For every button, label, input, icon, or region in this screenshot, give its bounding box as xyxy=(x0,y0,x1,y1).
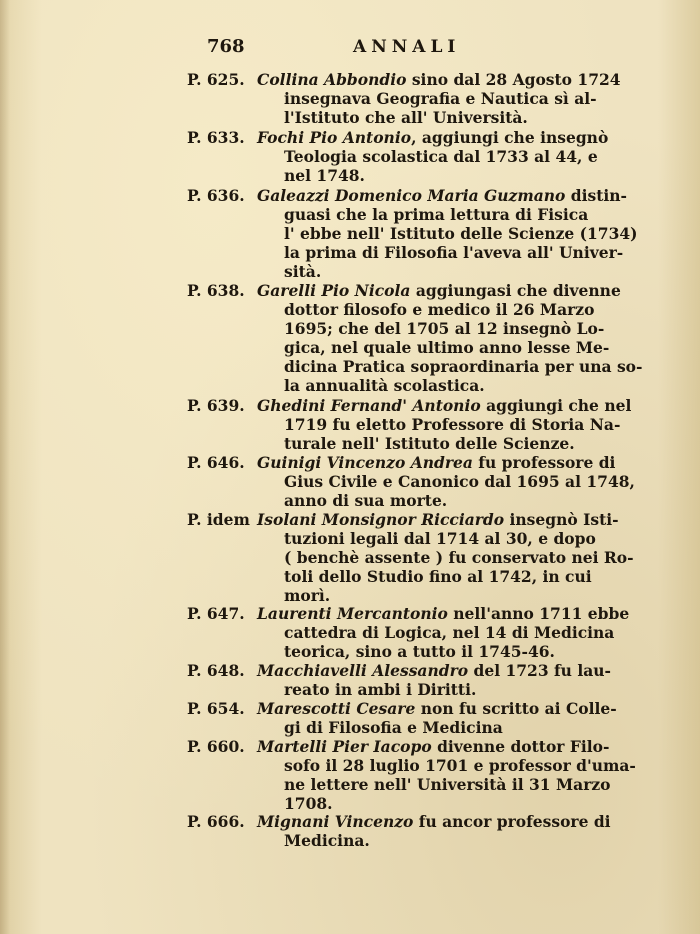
entry-line: l'Istituto che all' Università. xyxy=(284,108,528,127)
entry-line: turale nell' Istituto delle Scienze. xyxy=(284,434,575,453)
entry-ref: P. 646. xyxy=(187,453,245,472)
entry-text xyxy=(257,396,632,453)
entry-line: cattedra di Logica, nel 14 di Medicina xyxy=(284,623,615,642)
page-number: 768 xyxy=(207,36,245,57)
entry-name: Marescotti Cesare xyxy=(257,699,416,718)
entry-line: guasi che la prima lettura di Fisica xyxy=(284,205,589,224)
entry-line: insegnava Geografia e Nautica sì al- xyxy=(284,89,597,108)
entry-name: Fochi Pio Antonio xyxy=(257,128,412,147)
entry-line: toli dello Studio fino al 1742, in cui xyxy=(284,567,592,586)
entry-line: la annualità scolastica. xyxy=(284,376,485,395)
entry-first-line xyxy=(257,453,615,472)
entry-first-text: aggiungasi che divenne xyxy=(410,281,621,300)
entry-first-text: insegnò Isti- xyxy=(504,510,619,529)
entry-line: anno di sua morte. xyxy=(284,491,448,510)
entry-line: l' ebbe nell' Istituto delle Scienze (1734) xyxy=(284,224,638,243)
entry-line: teorica, sino a tutto il 1745-46. xyxy=(284,642,555,661)
entry-first-line xyxy=(257,186,627,205)
entry-name: Macchiavelli Alessandro xyxy=(257,661,469,680)
entry-text xyxy=(257,737,636,813)
entry-first-line xyxy=(257,661,611,680)
entry-first-line xyxy=(257,70,621,89)
entry-first-text: distin- xyxy=(565,186,627,205)
entry-first-line xyxy=(257,699,617,718)
entry-name: Martelli Pier Iacopo xyxy=(257,737,432,756)
entry-first-text: del 1723 fu lau- xyxy=(468,661,611,680)
entry-first-text: nell'anno 1711 ebbe xyxy=(447,604,630,623)
entry-ref: P. 638. xyxy=(187,281,245,300)
entry-text xyxy=(257,661,620,699)
entry-text xyxy=(257,812,620,850)
entry-line: sofo il 28 luglio 1701 e professor d'uma- xyxy=(284,756,636,775)
entry-line: ne lettere nell' Università il 31 Marzo xyxy=(284,775,611,794)
entry-line: gica, nel quale ultimo anno lesse Me- xyxy=(284,338,610,357)
entry-line: Teologia scolastica dal 1733 al 44, e xyxy=(284,147,598,166)
entry-first-text: , aggiungi che insegnò xyxy=(411,128,609,147)
entry-line: dottor filosofo e medico il 26 Marzo xyxy=(284,300,595,319)
entry-first-line xyxy=(257,396,631,415)
entry-ref: P. 648. xyxy=(187,661,245,680)
entry-line: Medicina. xyxy=(284,831,370,850)
entry-first-text: sino dal 28 Agosto 1724 xyxy=(406,70,621,89)
entry-text xyxy=(257,70,621,127)
entry-first-text: non fu scritto ai Colle- xyxy=(415,699,617,718)
entry-ref: P. 666. xyxy=(187,812,245,831)
entry-text xyxy=(257,453,635,510)
entry-line: dicina Pratica sopraordinaria per una so- xyxy=(284,357,643,376)
entry-ref: P. 636. xyxy=(187,186,245,205)
entry-text xyxy=(257,128,620,185)
entry-first-line xyxy=(257,281,621,300)
entry-first-text: fu ancor professore di xyxy=(413,812,611,831)
entry-name: Galeazzi Domenico Maria Guzmano xyxy=(257,186,566,205)
entry-first-line xyxy=(257,510,619,529)
entry-line: morì. xyxy=(284,586,331,605)
entry-ref: P. 625. xyxy=(187,70,245,89)
entry-ref: P. 639. xyxy=(187,396,245,415)
running-header xyxy=(0,36,700,60)
entry-ref: P. 660. xyxy=(187,737,245,756)
entry-ref: P. 654. xyxy=(187,699,245,718)
entry-name: Garelli Pio Nicola xyxy=(257,281,411,300)
entry-line: Gius Civile e Canonico dal 1695 al 1748, xyxy=(284,472,635,491)
entry-name: Isolani Monsignor Ricciardo xyxy=(257,510,505,529)
entry-first-text: divenne dottor Filo- xyxy=(431,737,610,756)
entry-text xyxy=(257,186,638,281)
entry-first-text: aggiungi che nel xyxy=(480,396,632,415)
entry-text xyxy=(257,699,620,737)
entry-line: ( benchè assente ) fu conservato nei Ro- xyxy=(284,548,634,567)
entry-name: Ghedini Fernand' Antonio xyxy=(257,396,481,415)
entry-line: gi di Filosofia e Medicina xyxy=(284,718,503,737)
entry-first-line xyxy=(257,737,609,756)
entry-line: 1695; che del 1705 al 12 insegnò Lo- xyxy=(284,319,605,338)
entry-name: Laurenti Mercantonio xyxy=(257,604,448,623)
entry-first-text: fu professore di xyxy=(472,453,616,472)
entry-line: tuzioni legali dal 1714 al 30, e dopo xyxy=(284,529,596,548)
entry-line: reato in ambi i Diritti. xyxy=(284,680,477,699)
entry-text xyxy=(257,510,634,605)
entry-line: sità. xyxy=(284,262,322,281)
entry-name: Guinigi Vincenzo Andrea xyxy=(257,453,473,472)
entry-ref: P. idem xyxy=(187,510,250,529)
running-title: ANNALI xyxy=(353,37,461,57)
page-shadow xyxy=(0,0,10,934)
entry-line: 1708. xyxy=(284,794,333,813)
entry-first-line xyxy=(257,604,629,623)
entry-first-line xyxy=(257,128,608,147)
entry-ref: P. 647. xyxy=(187,604,245,623)
entry-text xyxy=(257,604,630,661)
entry-name: Mignani Vincenzo xyxy=(257,812,414,831)
entry-name: Collina Abbondio xyxy=(257,70,407,89)
entry-line: 1719 fu eletto Professore di Storia Na- xyxy=(284,415,621,434)
entry-line: la prima di Filosofia l'aveva all' Univer- xyxy=(284,243,624,262)
entry-first-line xyxy=(257,812,611,831)
entry-ref: P. 633. xyxy=(187,128,245,147)
entry-line: nel 1748. xyxy=(284,166,365,185)
entry-text xyxy=(257,281,643,395)
